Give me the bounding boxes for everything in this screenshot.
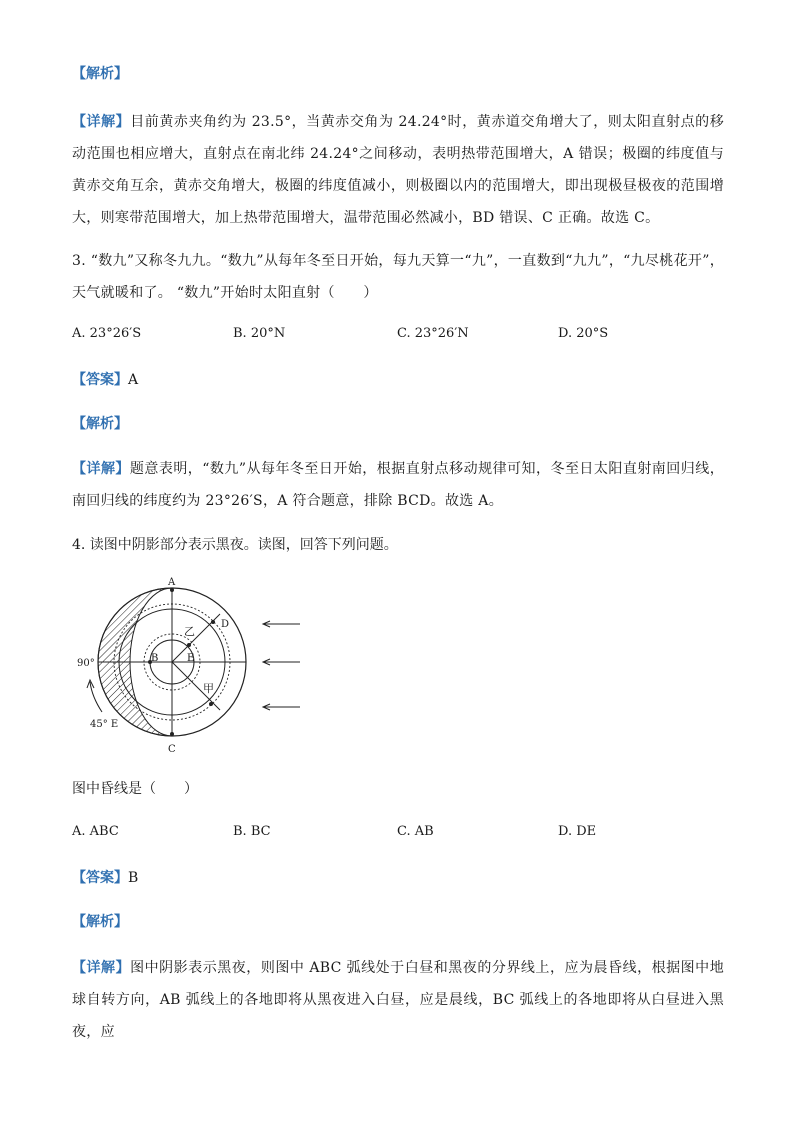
detail-text: 图中阴影表示黑夜，则图中 ABC 弧线处于白昼和黑夜的分界线上，应为晨昏线，根据图中地球自转方向，AB 弧线上的各地即将从黑夜进入白昼，应是晨线，BC 弧线上的各地即将从白昼进入黑夜，应 [72,960,725,1040]
question-3-stem: 3. “数九”又称冬九九。“数九”从每年冬至日开始，每九天算一“九”，一直数到“九九”，“九尽桃花开”，天气就暖和了。 “数九”开始时太阳直射（ ） [72,253,724,301]
label-c: C [168,744,176,755]
question-4-stem: 4. 读图中阴影部分表示黑夜。读图，回答下列问题。 [72,537,398,553]
q3-detail [72,453,724,517]
detail-text: 题意表明，“数九”从每年冬至日开始，根据直射点移动规律可知，冬至日太阳直射南回归线，南回归线的纬度约为 23°26′S，A 符合题意，排除 BCD。故选 A。 [72,461,724,509]
q3-analysis-heading: 【解析】 [72,416,128,432]
q4-option-d: D. DE [558,824,597,839]
q4-question: 图中昏线是（ ） [72,781,198,797]
q3-option-c: C. 23°26′N [397,326,469,341]
q4-option-c: C. AB [397,824,434,839]
q4-answer [72,867,724,889]
point-d [211,620,215,624]
label-yi: 乙 [184,625,195,638]
q3-option-a: A. 23°26′S [72,326,142,341]
sunlight-arrows-icon [263,621,300,710]
analysis-heading-1: 【解析】 [72,66,128,82]
answer-value: B [128,870,139,886]
label-b: B [151,653,159,664]
detail-tag: 【详解】 [72,461,130,477]
label-jia: 甲 [203,682,214,695]
point-e-yi [187,643,191,647]
q4-option-b: B. BC [233,824,271,839]
label-d: D [221,619,230,630]
detail-text: 目前黄赤夹角约为 23.5°，当黄赤交角为 24.24°时，黄赤道交角增大了，则太阳直射点的移动范围也相应增大，直射点在南北纬 24.24°之间移动，表明热带范围增大，A 错误；极圈的纬度值与黄赤交角互余，黄赤交角增大，极圈的纬度值减小，则极圈以内的范围增大，即出现极昼极夜的范围增大，则寒带范围增大，加上热带范围增大，温带范围必然减小，BD 错误、C 正确。故选 C。 [72,114,725,226]
label-lon90: 90° [77,658,95,669]
earth-daynight-diagram [72,572,312,762]
detail-tag: 【详解】 [72,114,131,130]
label-a: A [168,577,176,588]
detail-tag: 【详解】 [72,960,131,976]
q3-option-b: B. 20°N [233,326,286,341]
point-a [170,588,174,592]
q3-answer [72,369,724,391]
answer-tag: 【答案】 [72,372,128,388]
label-lon45: 45° E [90,719,119,730]
q4-analysis-heading: 【解析】 [72,914,128,930]
point-jia [209,702,213,706]
q4-detail [72,952,724,1048]
detail-paragraph-1 [72,106,724,234]
q4-option-a: A. ABC [72,824,119,839]
point-c [170,732,174,736]
answer-value: A [128,372,139,388]
answer-tag: 【答案】 [72,870,128,886]
rotation-arrow-icon [90,682,102,712]
q3-option-d: D. 20°S [558,326,609,341]
label-e: E [187,653,195,664]
